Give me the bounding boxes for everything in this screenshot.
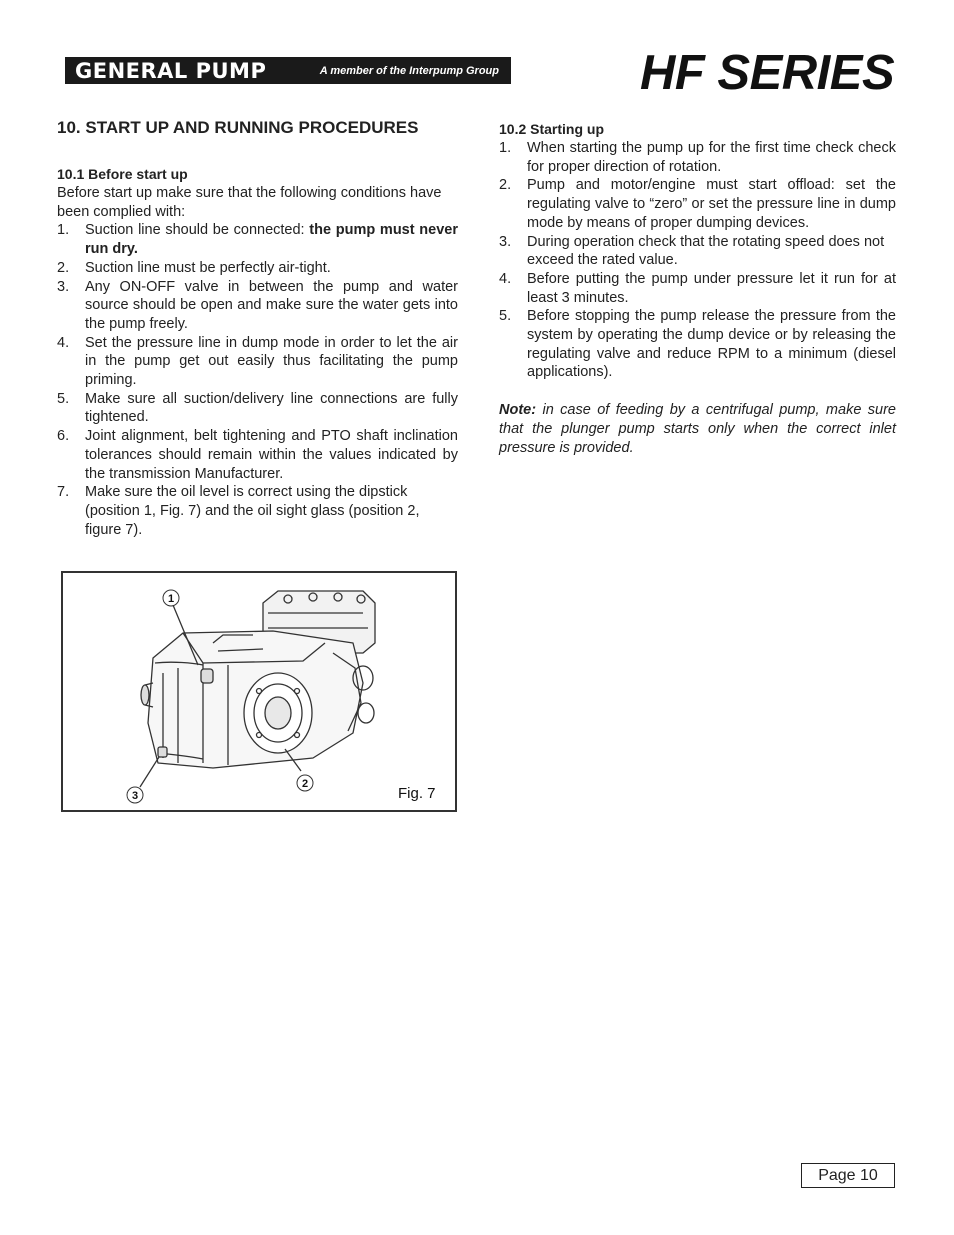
left-column: [57, 118, 458, 539]
item-text: Suction line should be connected:: [85, 222, 310, 239]
item-text: Before stopping the pump release the pressure from the system by operating the dump device or by releasing the regulating valve and reduce RPM to a minimum (diesel applications).: [527, 308, 896, 381]
item-number: 5.: [57, 390, 70, 407]
item-text: Before putting the pump under pressure let it run for at least 3 minutes.: [527, 270, 896, 306]
item-number: 4.: [57, 334, 70, 351]
list-item: [499, 307, 896, 382]
brand-bar: [65, 57, 511, 84]
item-text: Set the pressure line in dump mode in order to let the air in the pump get out easily thus facilitating the pump priming.: [85, 334, 458, 389]
item-text: Make sure the oil level is correct using the dipstick (position 1, Fig. 7) and the oil sight glass (position 2, figure 7).: [85, 484, 420, 538]
starting-up-list: [499, 139, 896, 382]
list-item: [57, 259, 458, 278]
item-text: Suction line must be perfectly air-tight.: [85, 259, 331, 276]
brand-name: GENERAL PUMP: [75, 58, 267, 83]
pump-figure: [61, 571, 457, 812]
before-start-up-heading: 10.1 Before start up: [57, 166, 188, 182]
item-text: When starting the pump up for the first time check check for proper direction of rotation.: [527, 140, 896, 175]
starting-up-heading: 10.2 Starting up: [499, 121, 605, 137]
item-number: 1.: [499, 140, 512, 156]
item-number: 1.: [57, 222, 70, 239]
page-number: Page 10: [801, 1163, 895, 1188]
item-number: 7.: [57, 484, 70, 501]
callout-3: 3: [131, 790, 139, 802]
note-paragraph: [499, 401, 896, 457]
item-text: Pump and motor/engine must start offload: set the regulating valve to “zero” or set the pressure line in dump mode by means of proper dumping devices.: [527, 177, 896, 231]
list-item: [57, 278, 458, 334]
item-number: 2.: [57, 259, 70, 276]
list-item: [57, 427, 458, 483]
series-title: HF SERIES: [640, 46, 895, 100]
item-number: 5.: [499, 308, 512, 325]
list-item: [57, 334, 458, 390]
before-start-up-list: [57, 221, 458, 539]
item-text: Any ON-OFF valve in between the pump and water source should be open and make sure the water gets into the pump freely.: [85, 278, 458, 332]
item-number: 6.: [57, 428, 70, 445]
callout-1: 1: [167, 593, 175, 605]
item-text: Make sure all suction/delivery line connections are fully tightened.: [85, 390, 458, 426]
list-item: [499, 270, 896, 307]
list-item: [57, 221, 458, 258]
item-text: During operation check that the rotating speed does not exceed the rated value.: [527, 233, 885, 269]
item-number: 3.: [57, 278, 70, 295]
item-number: 2.: [499, 177, 512, 194]
list-item: [499, 176, 896, 232]
section-title: 10. START UP AND RUNNING PROCEDURES: [57, 118, 419, 137]
item-bold-text: the pump must never run dry.: [85, 222, 458, 258]
pump-illustration: [63, 573, 455, 810]
list-item: [57, 390, 458, 427]
intro-paragraph: Before start up make sure that the following conditions have been complied with:: [57, 185, 442, 220]
list-item: [499, 139, 896, 176]
figure-caption: Fig. 7: [398, 785, 436, 802]
callout-2: 2: [301, 778, 309, 790]
right-column: [499, 120, 896, 472]
item-number: 3.: [499, 233, 512, 250]
brand-tagline: A member of the Interpump Group: [319, 64, 499, 77]
item-number: 4.: [499, 270, 512, 287]
note-label: Note:: [499, 402, 537, 419]
list-item: [57, 483, 458, 539]
note-text: in case of feeding by a centrifugal pump, make sure that the plunger pump starts only when the correct inlet pressure is provided.: [499, 402, 896, 456]
list-item: [499, 233, 896, 270]
item-text: Joint alignment, belt tightening and PTO shaft inclination tolerances should remain within the values indicated by the transmission Manufacturer.: [85, 428, 458, 482]
